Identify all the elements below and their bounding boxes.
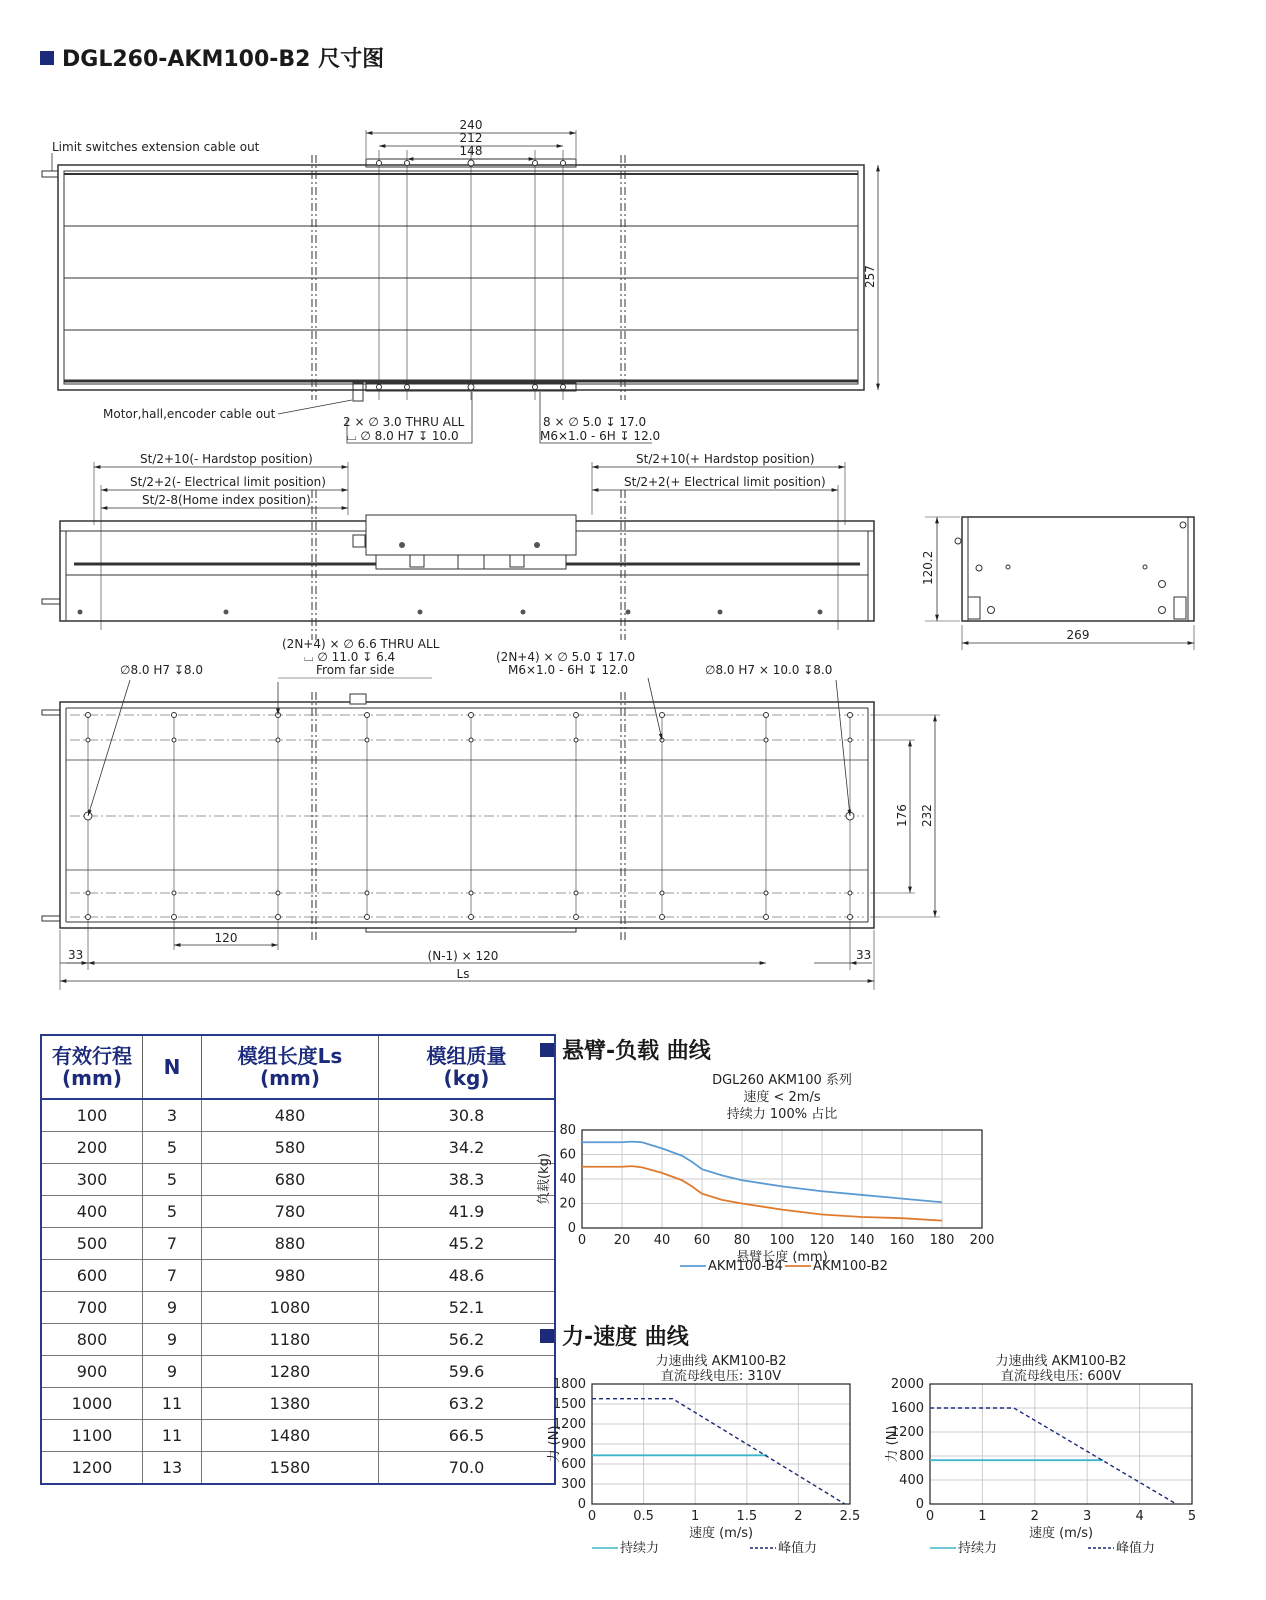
- table-cell: 480: [202, 1099, 379, 1132]
- dim-n1-120: (N-1) × 120: [427, 949, 499, 963]
- x-tick-label: 1.5: [736, 1509, 758, 1524]
- x-tick-label: 3: [1083, 1509, 1092, 1524]
- note-66-cbore: ⌴ ∅ 11.0 ↧ 6.4: [304, 650, 396, 664]
- note-8x-thread: M6×1.0 - 6H ↧ 12.0: [540, 429, 661, 443]
- y-tick-label: 1800: [552, 1377, 586, 1392]
- dim-33-left: 33: [68, 948, 84, 962]
- x-axis-label: 速度 (m/s): [688, 1526, 754, 1541]
- legend-label-1: AKM100-B2: [813, 1259, 888, 1274]
- dim-257: 257: [863, 265, 877, 288]
- y-tick-label: 400: [899, 1473, 924, 1488]
- y-tick-label: 40: [559, 1172, 576, 1187]
- x-tick-label: 40: [653, 1233, 671, 1248]
- table-cell: 1180: [202, 1324, 379, 1356]
- table-cell: 7: [143, 1228, 202, 1260]
- label-limit-cable: Limit switches extension cable out: [52, 140, 260, 154]
- table-cell: 45.2: [379, 1228, 556, 1260]
- table-cell: 9: [143, 1324, 202, 1356]
- label-motor-cable: Motor,hall,encoder cable out: [103, 407, 276, 421]
- x-tick-label: 1: [691, 1509, 700, 1524]
- x-tick-label: 4: [1135, 1509, 1144, 1524]
- x-tick-label: 0: [925, 1509, 935, 1524]
- y-tick-label: 800: [899, 1449, 924, 1464]
- x-tick-label: 2: [794, 1509, 803, 1524]
- note-2x-pin: ⌴ ∅ 8.0 H7 ↧ 10.0: [347, 429, 459, 443]
- table-cell: 52.1: [379, 1292, 556, 1324]
- dim-176: 176: [895, 804, 909, 827]
- legend-label-0: 持续力: [620, 1541, 660, 1556]
- x-tick-label: 2: [1030, 1509, 1039, 1524]
- label-elec-minus: St/2+2(- Electrical limit position): [130, 475, 326, 489]
- section-square-icon: [540, 1329, 554, 1343]
- legend-label-1: 峰值力: [778, 1541, 818, 1556]
- table-cell: 7: [143, 1260, 202, 1292]
- note-far-side: From far side: [316, 663, 395, 677]
- dim-120-2: 120.2: [921, 550, 935, 585]
- table-header-row: [41, 1035, 555, 1099]
- legend-label-1: 峰值力: [1116, 1541, 1156, 1556]
- force-speed-chart-310v: [540, 1352, 880, 1572]
- y-tick-label: 1200: [890, 1425, 924, 1440]
- table-cell: 1200: [41, 1452, 143, 1485]
- label-home-index: St/2-8(Home index position): [142, 493, 311, 507]
- dim-269: 269: [1066, 628, 1090, 642]
- table-row: [41, 1099, 555, 1132]
- x-tick-label: 20: [613, 1233, 631, 1248]
- table-cell: 200: [41, 1132, 143, 1164]
- table-cell: 11: [143, 1420, 202, 1452]
- y-tick-label: 2000: [890, 1377, 924, 1392]
- end-view: [925, 517, 1194, 650]
- series-line-1: [592, 1399, 845, 1504]
- table-cell: 1000: [41, 1388, 143, 1420]
- y-tick-label: 1600: [890, 1401, 924, 1416]
- note-8x-holes: 8 × ∅ 5.0 ↧ 17.0: [543, 415, 647, 429]
- dim-33-right: 33: [856, 948, 872, 962]
- table-cell: 600: [41, 1260, 143, 1292]
- dim-240: 240: [459, 118, 483, 132]
- table-cell: 900: [41, 1356, 143, 1388]
- x-tick-label: 0.5: [633, 1509, 654, 1524]
- table-row: [41, 1132, 555, 1164]
- table-cell: 13: [143, 1452, 202, 1485]
- table-cell: 680: [202, 1164, 379, 1196]
- table-cell: 1580: [202, 1452, 379, 1485]
- dim-212: 212: [459, 131, 483, 145]
- section-square-icon: [540, 1043, 554, 1057]
- chart-title: 力速曲线 AKM100-B2: [655, 1354, 787, 1369]
- y-axis-label: 负载(kg): [537, 1153, 552, 1205]
- table-cell: 5: [143, 1164, 202, 1196]
- cantilever-load-chart: [537, 1070, 1000, 1290]
- force-section-title: 力-速度 曲线: [540, 1320, 689, 1351]
- chart-subtitle: 直流母线电压: 600V: [1000, 1369, 1122, 1384]
- note-pin-right: ∅8.0 H7 × 10.0 ↧8.0: [705, 663, 833, 677]
- series-line-1: [582, 1166, 942, 1221]
- x-tick-label: 0: [577, 1233, 587, 1248]
- chart-subtitle: 直流母线电压: 310V: [660, 1369, 782, 1384]
- x-tick-label: 60: [693, 1233, 711, 1248]
- table-cell: 1280: [202, 1356, 379, 1388]
- legend-label-0: 持续力: [958, 1541, 998, 1556]
- x-axis-label: 悬臂长度 (mm): [736, 1250, 828, 1265]
- page-title-text: DGL260-AKM100-B2 尺寸图: [62, 47, 385, 72]
- y-tick-label: 0: [577, 1497, 586, 1512]
- table-cell: 38.3: [379, 1164, 556, 1196]
- table-cell: 11: [143, 1388, 202, 1420]
- label-hardstop-plus: St/2+10(+ Hardstop position): [636, 452, 815, 466]
- table-cell: 1080: [202, 1292, 379, 1324]
- table-row: [41, 1388, 555, 1420]
- spec-table: [40, 1034, 556, 1485]
- table-row: [41, 1452, 555, 1485]
- table-cell: 580: [202, 1132, 379, 1164]
- table-row: [41, 1292, 555, 1324]
- table-cell: 880: [202, 1228, 379, 1260]
- label-elec-plus: St/2+2(+ Electrical limit position): [624, 475, 826, 489]
- note-5-thread: M6×1.0 - 6H ↧ 12.0: [508, 663, 629, 677]
- y-tick-label: 60: [559, 1147, 576, 1163]
- note-2x-thru: 2 × ∅ 3.0 THRU ALL: [343, 415, 465, 429]
- chart-title: DGL260 AKM100 系列: [712, 1073, 852, 1088]
- table-cell: 1100: [41, 1420, 143, 1452]
- y-tick-label: 1200: [552, 1417, 586, 1432]
- dim-148: 148: [459, 144, 483, 158]
- table-cell: 5: [143, 1196, 202, 1228]
- x-tick-label: 180: [929, 1233, 955, 1248]
- table-cell: 59.6: [379, 1356, 556, 1388]
- x-tick-label: 1: [978, 1509, 987, 1524]
- table-row: [41, 1356, 555, 1388]
- x-tick-label: 200: [969, 1233, 995, 1248]
- y-tick-label: 600: [561, 1457, 586, 1472]
- table-cell: 780: [202, 1196, 379, 1228]
- table-cell: 30.8: [379, 1099, 556, 1132]
- y-tick-label: 1500: [552, 1397, 586, 1412]
- dim-120: 120: [214, 931, 238, 945]
- table-cell: 700: [41, 1292, 143, 1324]
- table-row: [41, 1260, 555, 1292]
- plot-frame: [930, 1384, 1192, 1504]
- y-tick-label: 0: [915, 1497, 924, 1512]
- chart-title: 力速曲线 AKM100-B2: [995, 1354, 1127, 1369]
- table-cell: 500: [41, 1228, 143, 1260]
- table-cell: 400: [41, 1196, 143, 1228]
- table-cell: 1480: [202, 1420, 379, 1452]
- table-cell: 9: [143, 1356, 202, 1388]
- x-tick-label: 2.5: [839, 1509, 861, 1524]
- y-axis-label: 力 (N): [885, 1425, 900, 1463]
- table-cell: 9: [143, 1292, 202, 1324]
- note-5-holes: (2N+4) × ∅ 5.0 ↧ 17.0: [496, 650, 636, 664]
- legend-label-0: AKM100-B4: [708, 1259, 783, 1274]
- table-cell: 800: [41, 1324, 143, 1356]
- y-tick-label: 80: [559, 1123, 576, 1138]
- y-tick-label: 0: [567, 1221, 576, 1236]
- x-tick-label: 80: [733, 1233, 751, 1248]
- note-pin-left: ∅8.0 H7 ↧8.0: [120, 663, 203, 677]
- chart-subtitle: 速度 < 2m/s: [743, 1090, 821, 1105]
- header-n: N: [143, 1035, 202, 1099]
- table-cell: 70.0: [379, 1452, 556, 1485]
- cantilever-section-title: 悬臂-负载 曲线: [540, 1034, 711, 1065]
- x-axis-label: 速度 (m/s): [1028, 1526, 1094, 1541]
- table-cell: 980: [202, 1260, 379, 1292]
- x-tick-label: 5: [1187, 1509, 1197, 1524]
- header-stroke: 有效行程 (mm): [41, 1035, 143, 1099]
- x-tick-label: 160: [889, 1233, 915, 1248]
- table-row: [41, 1196, 555, 1228]
- x-tick-label: 0: [587, 1509, 597, 1524]
- top-view: [42, 130, 878, 443]
- table-cell: 3: [143, 1099, 202, 1132]
- y-tick-label: 300: [561, 1477, 586, 1492]
- y-axis-label: 力 (N): [547, 1425, 562, 1463]
- table-cell: 1380: [202, 1388, 379, 1420]
- table-cell: 300: [41, 1164, 143, 1196]
- table-row: [41, 1228, 555, 1260]
- chart-subtitle: 持续力 100% 占比: [726, 1107, 838, 1122]
- table-cell: 100: [41, 1099, 143, 1132]
- table-row: [41, 1324, 555, 1356]
- label-hardstop-minus: St/2+10(- Hardstop position): [140, 452, 313, 466]
- table-cell: 48.6: [379, 1260, 556, 1292]
- force-speed-chart-600v: [880, 1352, 1225, 1572]
- table-cell: 5: [143, 1132, 202, 1164]
- series-line-0: [582, 1142, 942, 1203]
- table-cell: 41.9: [379, 1196, 556, 1228]
- y-tick-label: 20: [559, 1196, 576, 1212]
- x-tick-label: 120: [809, 1233, 835, 1248]
- header-mass: 模组质量 (kg): [379, 1035, 556, 1099]
- header-length: 模组长度Ls (mm): [202, 1035, 379, 1099]
- x-tick-label: 140: [849, 1233, 875, 1248]
- table-row: [41, 1164, 555, 1196]
- dim-ls: Ls: [456, 967, 470, 981]
- table-cell: 34.2: [379, 1132, 556, 1164]
- table-row: [41, 1420, 555, 1452]
- x-tick-label: 100: [769, 1233, 795, 1248]
- dim-232: 232: [920, 804, 934, 827]
- y-tick-label: 900: [561, 1437, 586, 1452]
- table-cell: 56.2: [379, 1324, 556, 1356]
- note-66-holes: (2N+4) × ∅ 6.6 THRU ALL: [282, 637, 440, 651]
- bottom-view: [42, 678, 940, 990]
- table-cell: 63.2: [379, 1388, 556, 1420]
- table-cell: 66.5: [379, 1420, 556, 1452]
